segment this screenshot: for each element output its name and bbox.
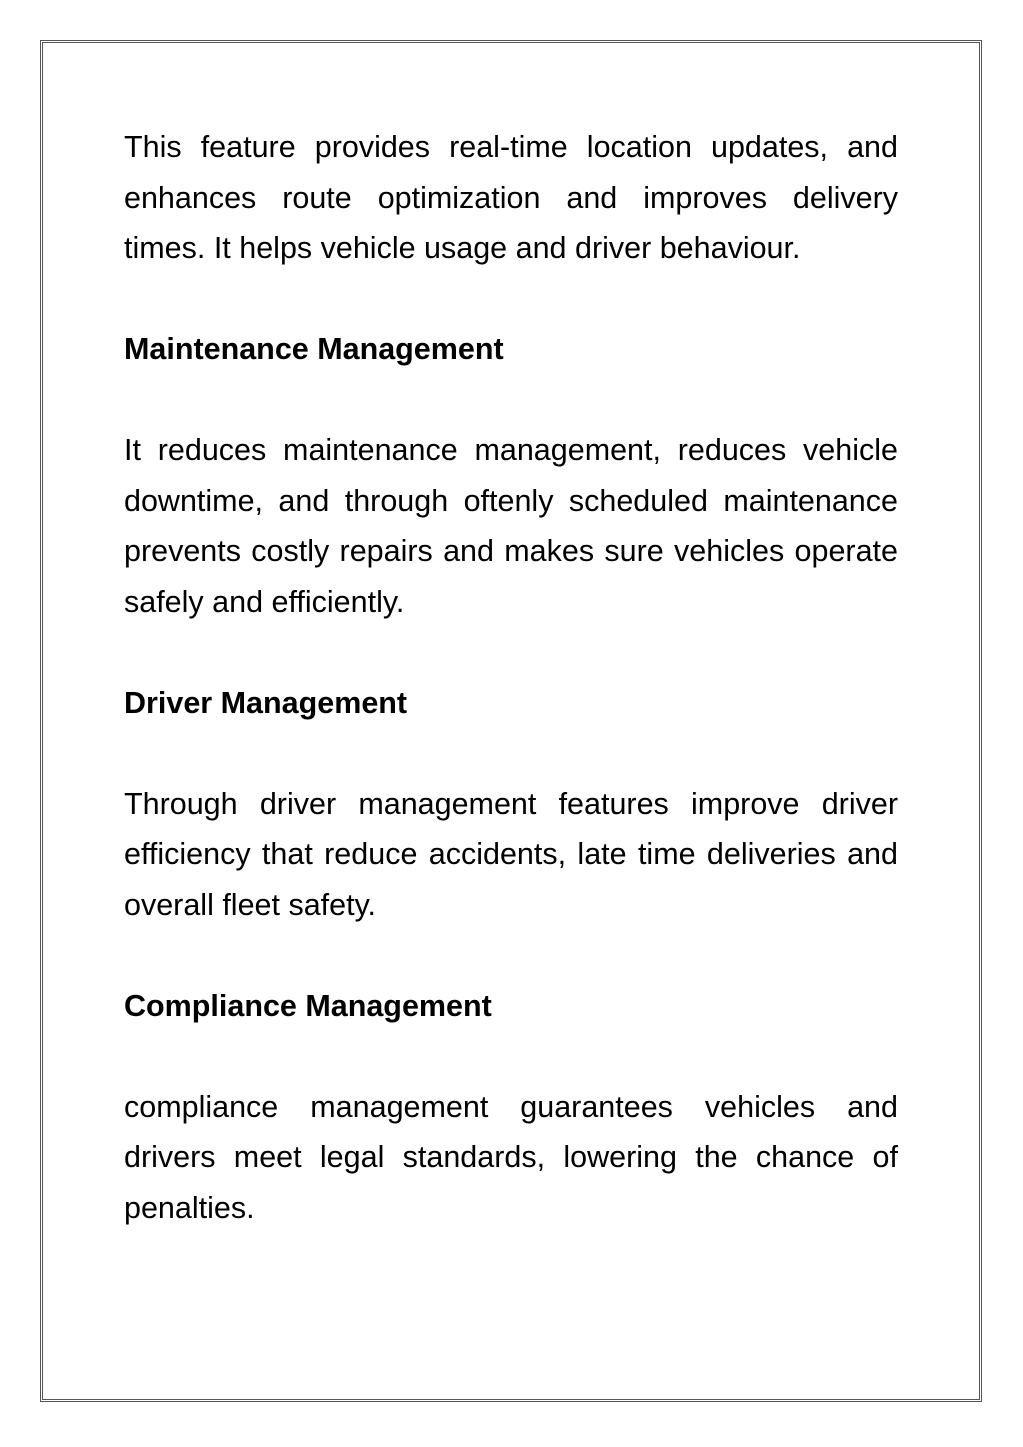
section-body-maintenance: It reduces maintenance management, reduces vehicle downtime, and through oftenly scheduled maintenance prevents costly repairs and makes sure vehicles operate safely and efficiently. bbox=[124, 433, 898, 619]
section-heading-compliance: Compliance Management bbox=[124, 988, 492, 1023]
section-body-driver: Through driver management features improve driver efficiency that reduce accidents, late time deliveries and overall fleet safety. bbox=[124, 786, 898, 922]
spacer bbox=[124, 930, 898, 981]
spacer bbox=[124, 728, 898, 779]
spacer bbox=[124, 1031, 898, 1082]
section-body-compliance: compliance management guarantees vehicles and drivers meet legal standards, lowering the chance of penalties. bbox=[124, 1089, 898, 1225]
intro-paragraph: This feature provides real-time location updates, and enhances route optimization and improves delivery times. It helps vehicle usage and driver behaviour. bbox=[124, 130, 898, 265]
section-heading-driver: Driver Management bbox=[124, 685, 408, 720]
spacer bbox=[124, 627, 898, 678]
document-body bbox=[124, 122, 898, 1233]
section-heading-maintenance: Maintenance Management bbox=[124, 332, 504, 366]
spacer bbox=[124, 375, 898, 426]
spacer bbox=[124, 274, 898, 325]
